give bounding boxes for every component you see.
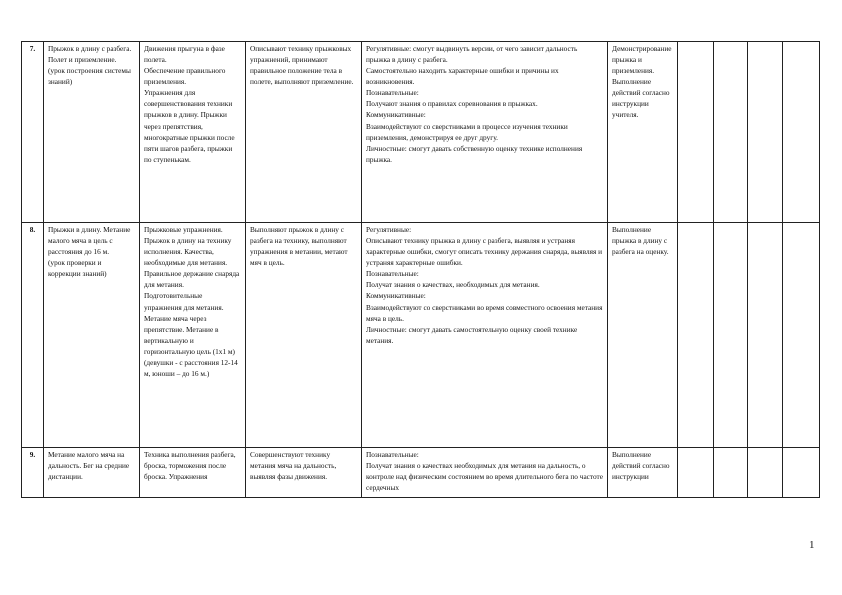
empty-cell (748, 223, 783, 448)
cell-text: Обеспечение правильного приземления. (144, 66, 226, 87)
empty-cell (748, 42, 783, 223)
table-row (22, 448, 820, 498)
cell-text: Самостоятельно находить характерные ошибки и причины их возникновения. (366, 66, 559, 87)
cell-text: Коммуникативные: (366, 291, 426, 301)
cell-text: Метание малого мяча на дальность. Бег на средние дистанции. (48, 450, 130, 482)
uud-cell (362, 223, 608, 448)
cell-text: Взаимодействуют со сверстниками во время совместного освоения метания мяча в цель. (366, 302, 603, 323)
row-number-cell: 9. (22, 448, 44, 498)
page-number: 1 (809, 539, 815, 551)
table-row (22, 223, 820, 448)
cell-text: Познавательные: (366, 269, 419, 279)
cell-text: Регулятивные: смогут выдвинуть версии, от чего зависит дальность прыжка в длину с разбега. (366, 44, 578, 65)
content-cell (140, 42, 246, 223)
cell-text: Прыжки в длину. Метание малого мяча в цель с расстояния до 16 м. (48, 225, 131, 257)
cell-text: Подготовительные упражнения для метания. Метание мяча через препятствие. Метание в вертикальную и горизонтальную цель (1х1 м) (девушки - с расстояния 12-14 м, юноши – до 16 м.) (144, 291, 238, 379)
topic-cell (44, 448, 140, 498)
cell-text: Выполнение действий согласно инструкции (612, 450, 670, 482)
empty-cell (783, 42, 820, 223)
cell-text: Совершенствуют технику метания мяча на дальность, выявляя фазы движения. (250, 450, 337, 482)
cell-text: (урок построения системы знаний) (48, 66, 131, 87)
table-body (22, 42, 820, 498)
cell-text: Описывают технику прыжка в длину с разбега, выявляя и устраняя характерные ошибки, смогут описать технику держания снаряда, выявляя и устраняя характерные ошибки. (366, 236, 603, 268)
empty-cell (783, 448, 820, 498)
empty-cell (678, 223, 714, 448)
empty-cell (678, 42, 714, 223)
cell-text: Получают знания о правилах соревнования в прыжках. (366, 99, 538, 109)
cell-text: Описывают технику прыжковых упражнений, принимают правильное положение тела в полете, выполняют приземление. (250, 44, 354, 87)
activity-cell (246, 42, 362, 223)
empty-cell (748, 448, 783, 498)
empty-cell (783, 223, 820, 448)
content-cell (140, 223, 246, 448)
cell-text: Взаимодействуют со сверстниками в процессе изучения техники приземления, демонстрируя ее друг другу. (366, 121, 568, 142)
cell-text: Движения прыгуна в фазе полета. (144, 44, 225, 65)
cell-text: Личностные: смогут давать самостоятельную оценку своей технике метания. (366, 324, 578, 345)
cell-text: (урок проверки и коррекции знаний) (48, 258, 107, 279)
activity-cell (246, 223, 362, 448)
uud-cell (362, 448, 608, 498)
cell-text: Познавательные: (366, 450, 419, 459)
control-cell (608, 42, 678, 223)
topic-cell (44, 223, 140, 448)
empty-cell (678, 448, 714, 498)
cell-text: Коммуникативные: (366, 110, 426, 120)
cell-text: Регулятивные: (366, 225, 412, 234)
empty-cell (714, 42, 748, 223)
cell-text: Получат знания о качествах необходимых для метания на дальность, о контроле над физическим состоянием во время длительного бега по частоте сердечных (366, 461, 603, 493)
control-cell (608, 448, 678, 498)
empty-cell (714, 448, 748, 498)
cell-text: Упражнения для совершенствования техники прыжков в длину. Прыжки через препятствия, многократные прыжки после пяти шагов разбега, прыжки по ступенькам. (144, 88, 235, 164)
cell-text: Личностные: смогут давать собственную оценку технике исполнения прыжка. (366, 143, 583, 164)
cell-text: Техника выполнения разбега, броска, торможения после броска. Упражнения (144, 450, 236, 482)
cell-text: Получат знания о качествах, необходимых для метания. (366, 280, 540, 290)
cell-text: Прыжок в длину с разбега. Полет и приземление. (48, 44, 132, 65)
cell-text: Прыжковые упражнения. Прыжок в длину на технику исполнения. Качества, необходимые для метания. Правильное держание снаряда для метания. (144, 225, 240, 290)
cell-text: Демонстрирование прыжка и приземления. Выполнение действий согласно инструкции учителя. (612, 44, 672, 120)
row-number-cell: 8. (22, 223, 44, 448)
cell-text: Выполняют прыжок в длину с разбега на технику, выполняют упражнения в метании, метают мяч в цель. (250, 225, 348, 268)
cell-text: Выполнение прыжка в длину с разбега на оценку. (612, 225, 669, 257)
control-cell (608, 223, 678, 448)
row-number-cell: 7. (22, 42, 44, 223)
table-row (22, 42, 820, 223)
lesson-plan-table (21, 41, 820, 498)
topic-cell (44, 42, 140, 223)
content-cell (140, 448, 246, 498)
cell-text: Познавательные: (366, 88, 419, 98)
activity-cell (246, 448, 362, 498)
uud-cell (362, 42, 608, 223)
empty-cell (714, 223, 748, 448)
